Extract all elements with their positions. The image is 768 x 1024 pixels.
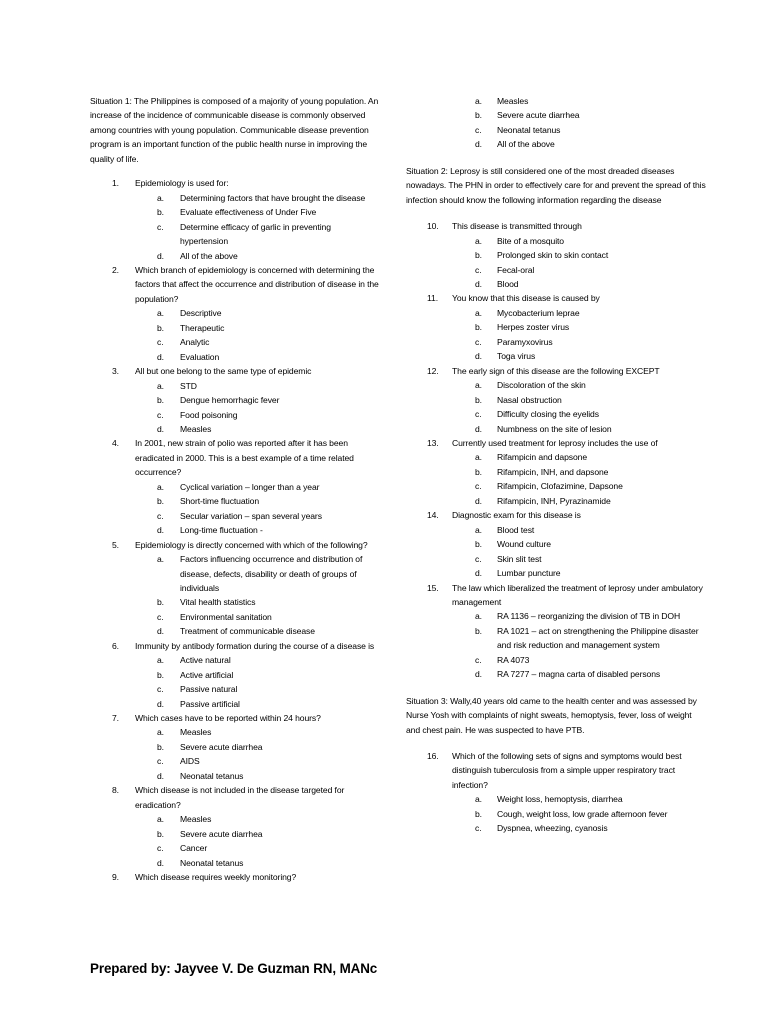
option-letter: b.	[475, 250, 482, 261]
answer-option	[90, 494, 380, 508]
option-text: Numbness on the site of lesion	[497, 423, 612, 434]
question-text: Which of the following sets of signs and symptoms would best distinguish tuberculosis from a simple upper respiratory tract infection?	[452, 751, 682, 790]
question-item	[90, 870, 380, 884]
question-text: You know that this disease is caused by	[452, 293, 600, 304]
answer-option	[406, 465, 706, 479]
option-text: Severe acute diarrhea	[497, 110, 580, 121]
question-number: 9.	[112, 872, 119, 883]
option-text: Rifampicin, INH, and dapsone	[497, 466, 609, 477]
option-text: STD	[180, 380, 197, 391]
answer-option	[406, 248, 706, 262]
option-text: Long-time fluctuation -	[180, 525, 263, 536]
question-item	[406, 581, 706, 610]
question-text: This disease is transmitted through	[452, 221, 582, 232]
answer-option	[406, 137, 706, 151]
option-text: Rifampicin, Clofazimine, Dapsone	[497, 481, 623, 492]
option-text: AIDS	[180, 756, 200, 767]
option-letter: a.	[157, 192, 164, 203]
answer-option	[406, 624, 706, 653]
option-text: Determine efficacy of garlic in preventing hypertension	[180, 221, 331, 247]
option-letter: b.	[157, 395, 164, 406]
question-text: Which disease is not included in the disease targeted for eradication?	[135, 785, 345, 810]
answer-option	[406, 552, 706, 566]
option-text: RA 7277 – magna carta of disabled persons	[497, 669, 661, 680]
option-text: Short-time fluctuation	[180, 496, 260, 507]
answer-option	[90, 856, 380, 870]
question-item	[90, 263, 380, 306]
option-letter: b.	[475, 625, 482, 636]
option-letter: a.	[475, 235, 482, 246]
option-letter: a.	[475, 96, 482, 106]
option-text: Fecal-oral	[497, 264, 535, 275]
question-item	[90, 538, 380, 552]
question-text: In 2001, new strain of polio was reported after it has been eradicated in 2000. This is a best example of a time related occurrence?	[135, 438, 354, 478]
answer-option	[90, 668, 380, 682]
option-letter: d.	[157, 423, 164, 434]
answer-option	[90, 812, 380, 826]
question-text: Epidemiology is used for:	[135, 178, 229, 189]
option-text: Mycobacterium leprae	[497, 307, 580, 318]
question-item	[90, 711, 380, 725]
option-letter: a.	[157, 481, 164, 492]
option-text: Dyspnea, wheezing, cyanosis	[497, 823, 608, 834]
answer-option	[90, 422, 380, 436]
option-text: Rifampicin and dapsone	[497, 452, 588, 463]
answer-option	[90, 480, 380, 494]
question-item	[406, 364, 706, 378]
answer-option	[90, 653, 380, 667]
situation-3-questions	[406, 749, 706, 836]
answer-option	[90, 624, 380, 638]
option-text: Neonatal tetanus	[497, 124, 561, 135]
question-text: Which cases have to be reported within 24 hours?	[135, 713, 321, 724]
option-letter: d.	[475, 495, 482, 506]
question-text: Which branch of epidemiology is concerned with determining the factors that affect the occurrence and distribution of disease in the population?	[135, 264, 379, 304]
answer-option	[406, 537, 706, 551]
option-text: Cyclical variation – longer than a year	[180, 481, 320, 492]
answer-option	[90, 523, 380, 537]
question-text: The early sign of this disease are the following EXCEPT	[452, 365, 660, 376]
question-text: Immunity by antibody formation during the course of a disease is	[135, 640, 375, 651]
option-letter: b.	[475, 466, 482, 477]
answer-option	[406, 94, 706, 108]
option-letter: c.	[475, 553, 482, 564]
option-letter: c.	[157, 611, 164, 622]
question-item	[90, 639, 380, 653]
left-column	[90, 94, 380, 884]
answer-option	[90, 754, 380, 768]
option-letter: a.	[157, 308, 164, 319]
answer-option	[406, 566, 706, 580]
option-text: RA 1021 – act on strengthening the Philippine disaster and risk reduction and management system	[497, 625, 699, 651]
situation-1-questions	[90, 176, 380, 884]
answer-option	[406, 335, 706, 349]
answer-option	[90, 220, 380, 249]
option-letter: b.	[157, 597, 164, 608]
answer-option	[406, 494, 706, 508]
answer-option	[406, 653, 706, 667]
option-letter: a.	[157, 727, 164, 738]
option-text: Measles	[180, 423, 212, 434]
question-number: 3.	[112, 366, 119, 377]
question-item	[406, 436, 706, 450]
option-letter: b.	[157, 669, 164, 680]
option-letter: b.	[475, 110, 482, 121]
option-text: Prolonged skin to skin contact	[497, 250, 609, 261]
answer-option	[90, 610, 380, 624]
answer-option	[90, 335, 380, 349]
option-letter: a.	[475, 524, 482, 535]
option-text: Dengue hemorrhagic fever	[180, 395, 280, 406]
answer-option	[90, 205, 380, 219]
answer-option	[406, 479, 706, 493]
option-text: Severe acute diarrhea	[180, 828, 263, 839]
option-letter: c.	[475, 409, 482, 420]
option-letter: d.	[157, 857, 164, 868]
answer-option	[406, 234, 706, 248]
question-number: 4.	[112, 438, 119, 449]
option-text: Determining factors that have brought the disease	[180, 192, 366, 203]
question-number: 10.	[427, 221, 439, 232]
answer-option	[90, 350, 380, 364]
option-letter: c.	[157, 337, 164, 348]
option-text: Factors influencing occurrence and distribution of disease, defects, disability or death of groups of individuals	[180, 554, 363, 593]
answer-option	[406, 108, 706, 122]
answer-option	[90, 509, 380, 523]
option-letter: d.	[157, 351, 164, 362]
answer-option	[406, 667, 706, 681]
answer-option	[90, 552, 380, 595]
option-text: Blood	[497, 278, 519, 289]
option-text: Evaluation	[180, 351, 220, 362]
option-text: Skin slit test	[497, 553, 542, 564]
option-letter: a.	[475, 307, 482, 318]
option-letter: c.	[475, 823, 482, 834]
option-letter: d.	[157, 525, 164, 536]
answer-option	[406, 306, 706, 320]
answer-option	[90, 595, 380, 609]
option-text: Descriptive	[180, 308, 222, 319]
option-text: Measles	[180, 727, 212, 738]
prepared-by-footer: Prepared by: Jayvee V. De Guzman RN, MANc	[90, 961, 378, 976]
option-letter: a.	[157, 655, 164, 666]
question-number: 12.	[427, 365, 439, 376]
option-text: Passive natural	[180, 684, 238, 695]
option-text: Therapeutic	[180, 322, 225, 333]
option-text: Cough, weight loss, low grade afternoon fever	[497, 808, 668, 819]
option-text: Vital health statistics	[180, 597, 256, 608]
answer-option	[406, 320, 706, 334]
answer-option	[90, 697, 380, 711]
answer-option	[90, 379, 380, 393]
question-item	[406, 508, 706, 522]
option-text: Wound culture	[497, 539, 551, 550]
option-letter: c.	[157, 684, 164, 695]
question-item	[406, 219, 706, 233]
answer-option	[90, 321, 380, 335]
question-number: 15.	[427, 582, 439, 593]
option-text: Nasal obstruction	[497, 394, 562, 405]
question-number: 2.	[112, 264, 119, 275]
answer-option	[406, 393, 706, 407]
question-text: Currently used treatment for leprosy includes the use of	[452, 437, 658, 448]
question-item	[90, 364, 380, 378]
question-9-options	[406, 94, 706, 152]
answer-option	[90, 827, 380, 841]
question-item	[406, 291, 706, 305]
option-text: All of the above	[497, 139, 555, 150]
question-number: 8.	[112, 785, 119, 796]
answer-option	[406, 277, 706, 291]
option-letter: a.	[157, 814, 164, 825]
option-letter: c.	[157, 221, 164, 232]
situation-3-intro: Situation 3: Wally,40 years old came to the health center and was assessed by Nurse Yosh with complaints of night sweats, hemoptysis, fever, loss of weight and chest pain. He was suspected to have PTB.	[406, 695, 697, 735]
option-letter: d.	[475, 351, 482, 362]
question-text: The law which liberalized the treatment of leprosy under ambulatory management	[452, 582, 703, 607]
option-letter: a.	[475, 794, 482, 805]
option-letter: b.	[475, 322, 482, 333]
answer-option	[406, 422, 706, 436]
option-text: All of the above	[180, 250, 238, 261]
option-text: Paramyxovirus	[497, 336, 553, 347]
option-letter: b.	[157, 322, 164, 333]
option-text: Active natural	[180, 655, 231, 666]
option-text: Environmental sanitation	[180, 611, 272, 622]
option-text: Treatment of communicable disease	[180, 626, 315, 637]
option-text: Weight loss, hemoptysis, diarrhea	[497, 794, 623, 805]
option-letter: d.	[157, 250, 164, 261]
option-letter: b.	[475, 394, 482, 405]
option-letter: b.	[157, 496, 164, 507]
question-item	[90, 176, 380, 190]
option-text: RA 1136 – reorganizing the division of TB in DOH	[497, 611, 681, 622]
question-text: Epidemiology is directly concerned with which of the following?	[135, 539, 368, 550]
answer-option	[90, 393, 380, 407]
situation-2-questions	[406, 219, 706, 682]
option-letter: c.	[157, 756, 164, 767]
option-text: Lumbar puncture	[497, 568, 561, 579]
answer-option	[90, 841, 380, 855]
option-letter: b.	[157, 741, 164, 752]
option-letter: b.	[475, 808, 482, 819]
question-number: 13.	[427, 437, 439, 448]
answer-option	[406, 450, 706, 464]
option-text: Food poisoning	[180, 409, 238, 420]
option-letter: a.	[157, 554, 164, 565]
option-letter: c.	[475, 481, 482, 492]
option-letter: a.	[157, 380, 164, 391]
answer-option	[90, 769, 380, 783]
option-letter: c.	[475, 336, 482, 347]
option-letter: a.	[475, 611, 482, 622]
option-text: Cancer	[180, 843, 208, 854]
question-number: 1.	[112, 178, 119, 189]
option-text: Bite of a mosquito	[497, 235, 564, 246]
answer-option	[406, 821, 706, 835]
question-number: 5.	[112, 539, 119, 550]
option-letter: d.	[157, 698, 164, 709]
option-text: Measles	[497, 96, 529, 106]
option-letter: b.	[157, 828, 164, 839]
question-text: Which disease requires weekly monitoring?	[135, 872, 297, 883]
answer-option	[406, 407, 706, 421]
option-text: Neonatal tetanus	[180, 857, 244, 868]
answer-option	[90, 191, 380, 205]
question-number: 16.	[427, 751, 439, 762]
option-letter: a.	[475, 380, 482, 391]
answer-option	[90, 682, 380, 696]
option-text: Difficulty closing the eyelids	[497, 409, 599, 420]
situation-1-intro: Situation 1: The Philippines is composed of a majority of young population. An increase of the incidence of communicable disease is commonly observed among countries with young population. Communicable disease prevention program is an important function of the public health nurse in improving the quality of life.	[90, 96, 379, 164]
option-letter: c.	[475, 654, 482, 665]
option-letter: d.	[157, 626, 164, 637]
option-letter: c.	[157, 409, 164, 420]
option-text: Secular variation – span several years	[180, 510, 322, 521]
answer-option	[406, 349, 706, 363]
option-letter: c.	[157, 843, 164, 854]
option-text: Blood test	[497, 524, 535, 535]
question-number: 7.	[112, 713, 119, 724]
option-text: Herpes zoster virus	[497, 322, 570, 333]
option-letter: d.	[475, 669, 482, 680]
option-text: Evaluate effectiveness of Under Five	[180, 207, 317, 218]
answer-option	[406, 123, 706, 137]
option-letter: b.	[475, 539, 482, 550]
option-letter: c.	[475, 124, 482, 135]
question-item	[90, 783, 380, 812]
answer-option	[406, 523, 706, 537]
option-letter: c.	[475, 264, 482, 275]
option-letter: b.	[157, 207, 164, 218]
answer-option	[90, 725, 380, 739]
situation-2-intro: Situation 2: Leprosy is still considered one of the most dreaded diseases nowadays. The PHN in order to effectively care for and prevent the spread of this infection should know the following information regarding the disease	[406, 165, 706, 205]
option-letter: d.	[475, 423, 482, 434]
answer-option	[90, 408, 380, 422]
option-text: Passive artificial	[180, 698, 240, 709]
option-text: Measles	[180, 814, 212, 825]
option-text: RA 4073	[497, 654, 530, 665]
option-text: Discoloration of the skin	[497, 380, 586, 391]
option-letter: d.	[157, 770, 164, 781]
question-number: 11.	[427, 293, 439, 304]
option-text: Analytic	[180, 337, 210, 348]
question-item	[90, 436, 380, 479]
question-text: All but one belong to the same type of epidemic	[135, 366, 312, 377]
answer-option	[406, 807, 706, 821]
answer-option	[406, 378, 706, 392]
option-letter: a.	[475, 452, 482, 463]
right-column	[406, 94, 706, 836]
answer-option	[90, 740, 380, 754]
answer-option	[406, 792, 706, 806]
question-item	[406, 749, 706, 792]
question-number: 6.	[112, 640, 119, 651]
option-text: Neonatal tetanus	[180, 770, 244, 781]
answer-option	[406, 609, 706, 623]
option-letter: d.	[475, 568, 482, 579]
option-letter: c.	[157, 510, 164, 521]
option-text: Severe acute diarrhea	[180, 741, 263, 752]
answer-option	[90, 249, 380, 263]
question-text: Diagnostic exam for this disease is	[452, 510, 581, 521]
option-text: Active artificial	[180, 669, 234, 680]
option-text: Rifampicin, INH, Pyrazinamide	[497, 495, 611, 506]
question-number: 14.	[427, 510, 439, 521]
option-text: Toga virus	[497, 351, 536, 362]
answer-option	[406, 263, 706, 277]
option-letter: d.	[475, 139, 482, 150]
answer-option	[90, 306, 380, 320]
option-letter: d.	[475, 278, 482, 289]
